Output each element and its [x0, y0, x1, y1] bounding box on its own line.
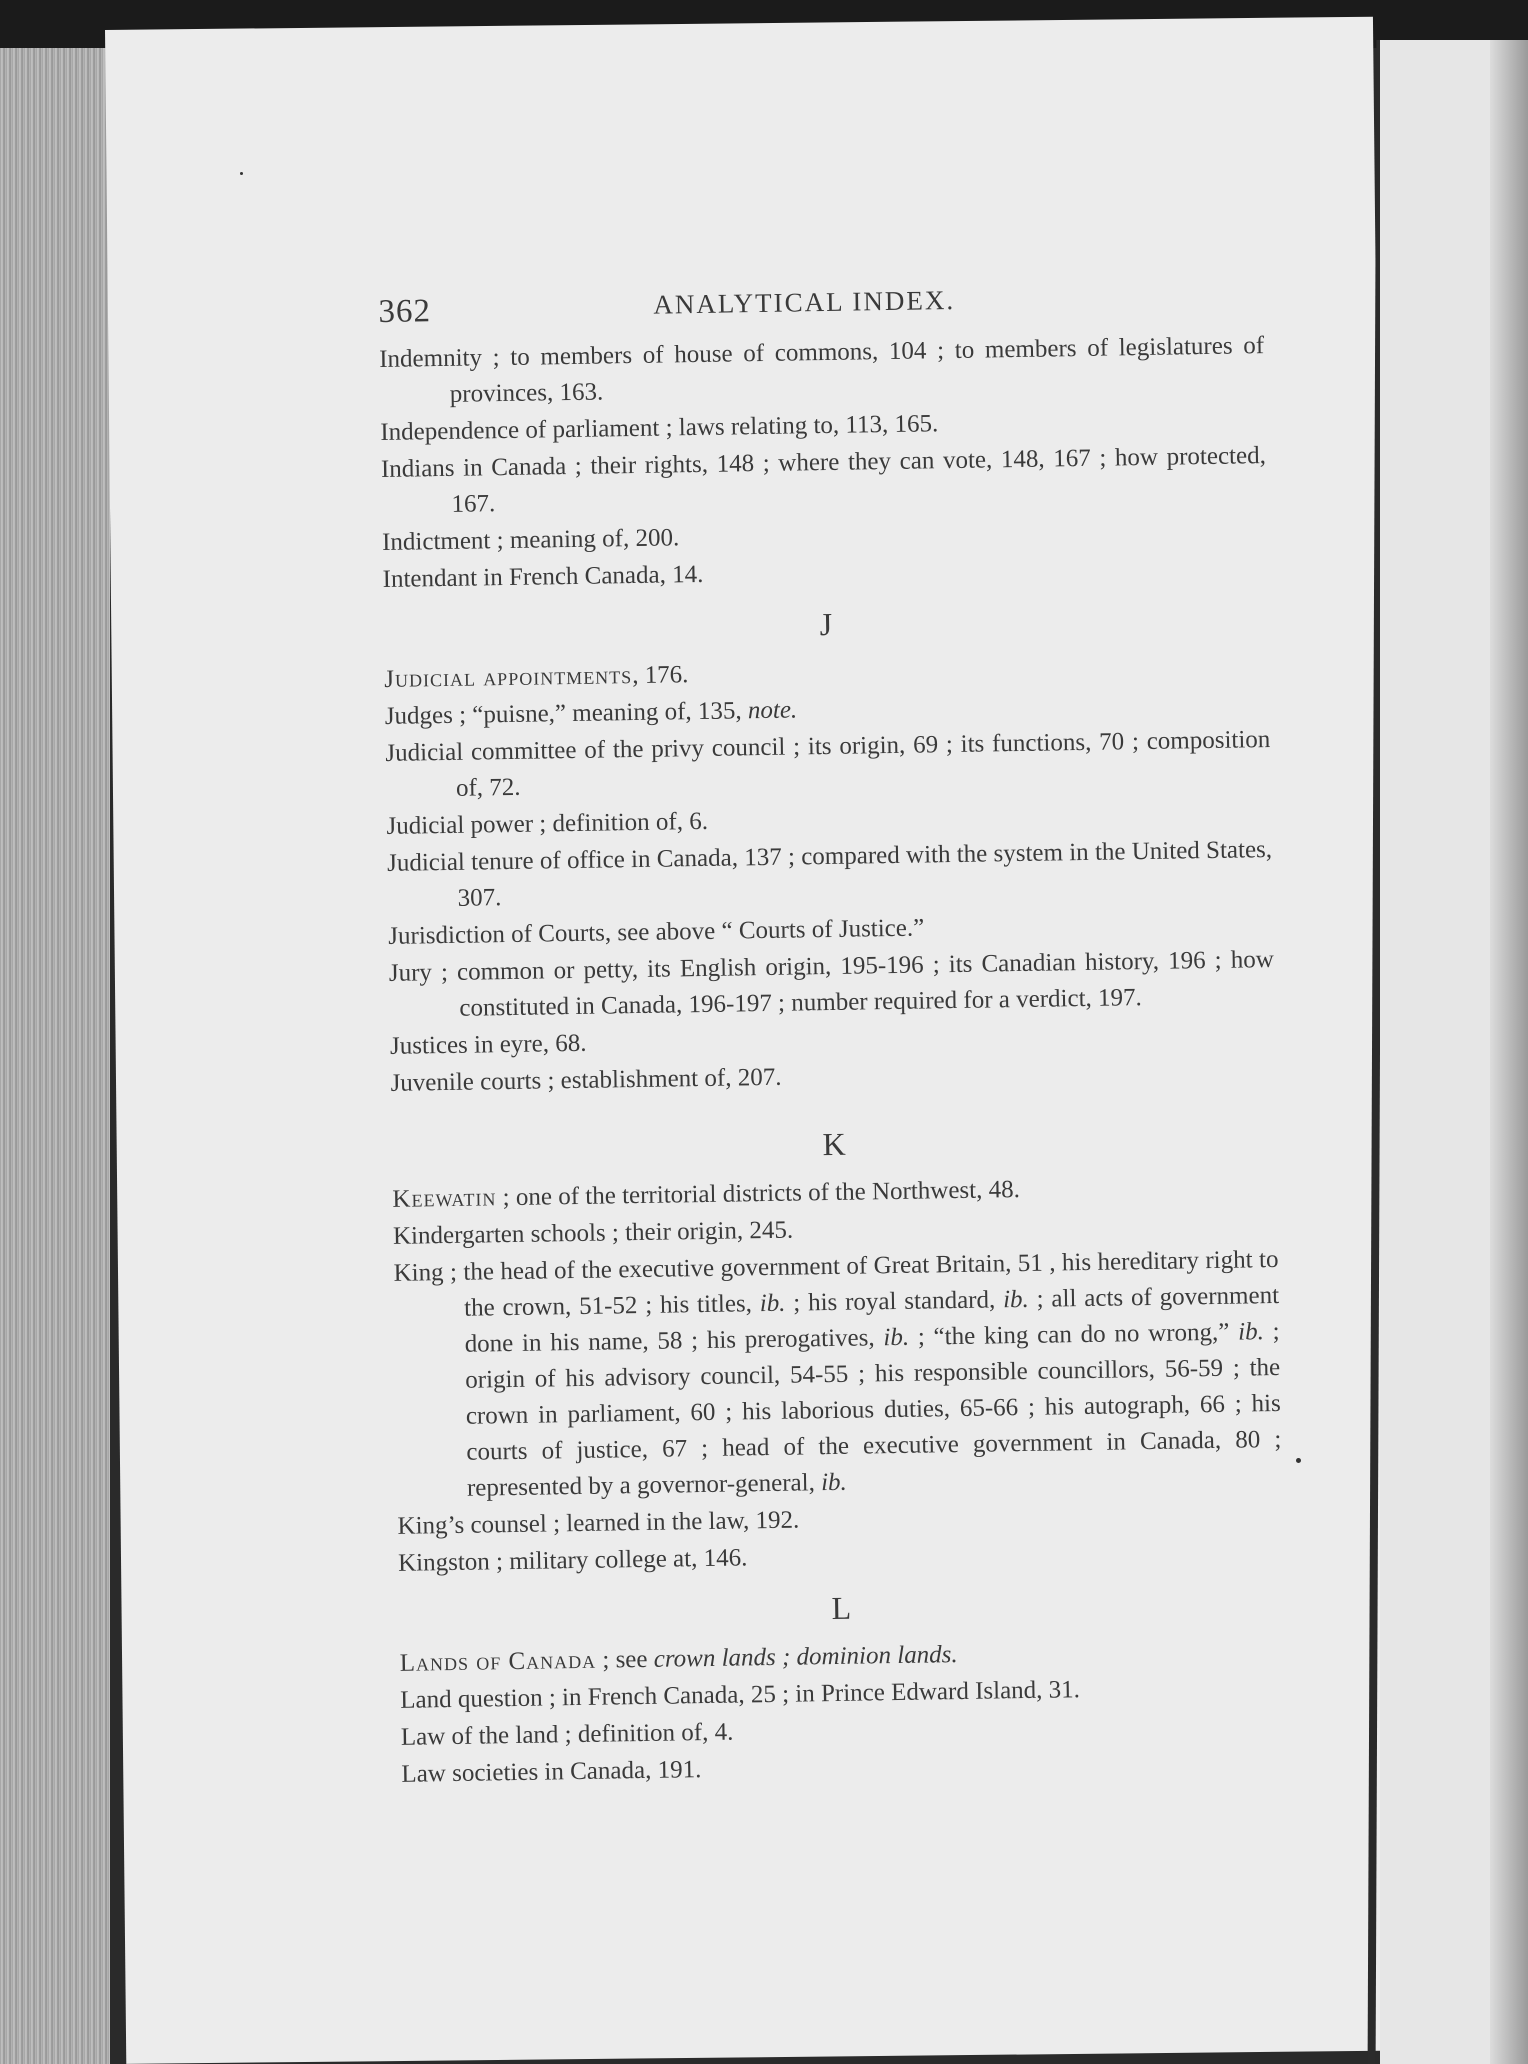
index-entry-kindergarten: Kindergarten schools ; their origin, 245. [392, 1216, 794, 1250]
index-entry-king [393, 1242, 1282, 1508]
index-entry-law-of-land: Law of the land ; definition of, 4. [400, 1718, 734, 1751]
entry-text: ; see [595, 1645, 654, 1674]
index-entry-independence: Independence of parliament ; laws relating to, 113, 165. [380, 410, 939, 446]
index-entry-jurisdiction: Jurisdiction of Courts, see above “ Courts of Justice.” [388, 914, 925, 950]
italic-note: note. [747, 696, 798, 725]
page-edges [0, 48, 110, 2064]
entry-text: ; his royal standard, [785, 1286, 1004, 1317]
index-entry-indemnity: Indemnity ; to members of house of commons, 104 ; to members of legislatures of provinces, 163. [379, 332, 1265, 408]
section-letter-j: J [819, 605, 833, 643]
page-number: 362 [378, 293, 432, 330]
italic-ib: ib. [1237, 1318, 1265, 1346]
page-content [378, 268, 1287, 1794]
small-caps-heading: Lands of Canada [399, 1646, 597, 1677]
index-entry-land-question: Land question ; in French Canada, 25 ; in Prince Edward Island, 31. [400, 1676, 1081, 1714]
dust-speck [1296, 1458, 1301, 1463]
index-entry-kingston: Kingston ; military college at, 146. [397, 1544, 748, 1577]
italic-ib: ib. [759, 1289, 786, 1318]
small-caps-heading: Keewatin [392, 1184, 497, 1213]
index-entry-kings-counsel: King’s counsel ; learned in the law, 192. [397, 1506, 800, 1540]
index-entry-law-societies: Law societies in Canada, 191. [401, 1756, 702, 1788]
italic-cross-reference: crown lands ; dominion lands. [653, 1641, 958, 1673]
italic-ib: ib. [1002, 1285, 1030, 1314]
entry-text: ; “the king can do no wrong,” [908, 1318, 1239, 1351]
dust-speck [240, 172, 243, 175]
entry-text: ; origin of his advisory council, 54-55 ; his responsible councillors, 56-59 ; the crown in parliament, 60 ; his laborious duties, 65-66 ; his autograph, 66 ; his courts of justice, 67 ; head of the executive government in Canada, 80 ; represented by a governor-general, [465, 1317, 1282, 1502]
index-entry-intendant: Intendant in French Canada, 14. [382, 560, 704, 593]
index-entry-indians: Indians in Canada ; their rights, 148 ; where they can vote, 148, 167 ; how protected, 167. [380, 442, 1267, 518]
entry-text: ; one of the territorial districts of the Northwest, 48. [496, 1176, 1021, 1212]
entry-text: King ; the head of the executive government of Great Britain, 51 , his hereditary right to the crown, 51-52 ; his titles, [393, 1245, 1279, 1322]
entry-text: ; all acts of government done in his name, 58 ; his prerogatives, [464, 1281, 1280, 1358]
italic-ib: ib. [820, 1468, 848, 1497]
index-entry-judicial-committee: Judicial committee of the privy council ; its origin, 69 ; its functions, 70 ; composition of, 72. [385, 726, 1271, 802]
italic-ib: ib. [883, 1323, 910, 1352]
index-entry-justices: Justices in eyre, 68. [389, 1029, 587, 1060]
small-caps-heading: Judicial appointments [384, 662, 633, 693]
index-entry-indictment: Indictment ; meaning of, 200. [381, 524, 680, 556]
index-entry-juvenile: Juvenile courts ; establishment of, 207. [390, 1063, 782, 1097]
running-title: ANALYTICAL INDEX. [653, 284, 956, 320]
adjacent-page-shadow [1490, 40, 1528, 2064]
section-letter-k: K [822, 1125, 846, 1163]
entry-text: , 176. [631, 661, 689, 690]
section-letter-l: L [831, 1589, 852, 1627]
index-entry-jury: Jury ; common or petty, its English origin, 195-196 ; its Canadian history, 196 ; how constituted in Canada, 196-197 ; number required for a verdict, 197. [388, 946, 1274, 1022]
entry-text: Judges ; “puisne,” meaning of, 135, [384, 697, 749, 730]
index-entry-judicial-tenure: Judicial tenure of office in Canada, 137 ; compared with the system in the United States, 307. [386, 836, 1273, 912]
index-entry-judicial-power: Judicial power ; definition of, 6. [386, 807, 709, 840]
